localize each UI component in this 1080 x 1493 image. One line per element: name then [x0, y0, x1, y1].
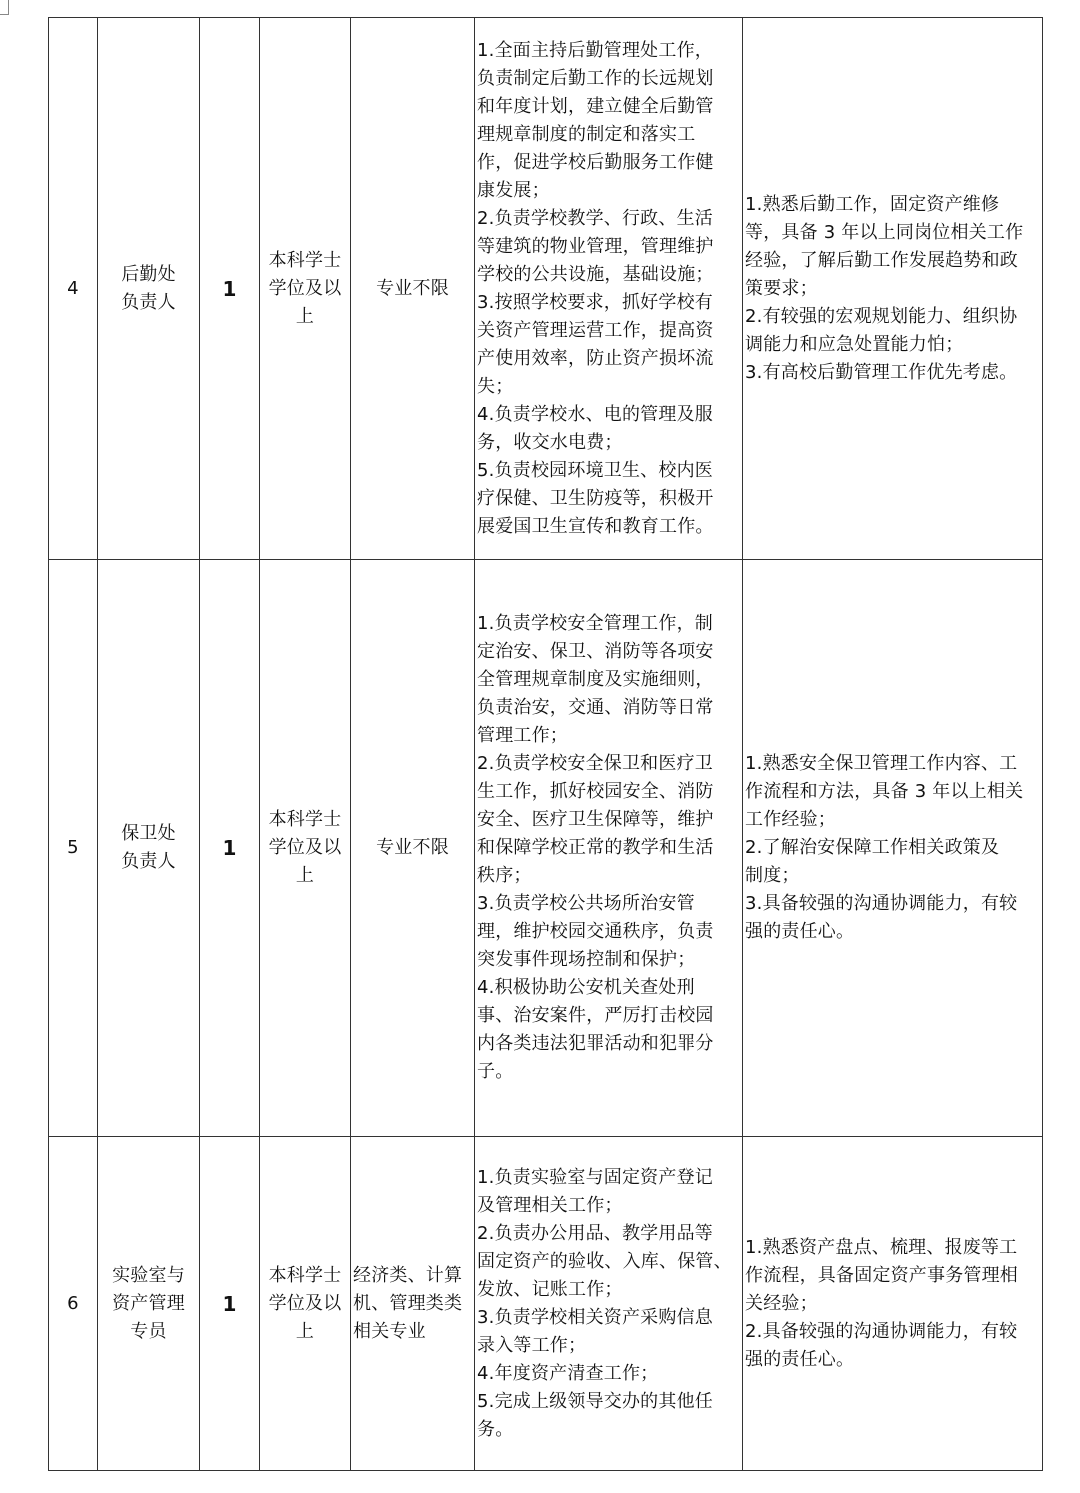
- job-requirements-line: 制度；: [745, 865, 800, 886]
- job-requirements-line: 作流程和方法，具备 3 年以上相关: [745, 781, 1024, 802]
- job-duties-line: 秩序；: [477, 865, 532, 886]
- position-title: [98, 18, 200, 560]
- job-requirements-line: 1.熟悉后勤工作，固定资产维修: [745, 193, 1000, 215]
- major-requirement-line: 机、管理类类: [353, 1292, 463, 1314]
- job-requirements-line: 等，具备 3 年以上同岗位相关工作: [745, 221, 1024, 243]
- job-duties-line: 生工作，抓好校园安全、消防: [477, 781, 714, 802]
- job-duties-line: 安全、医疗卫生保障等，维护: [477, 809, 714, 830]
- job-requirements-line: 2.有较强的宏观规划能力、组织协: [745, 305, 1018, 327]
- table-row: [49, 560, 1043, 1137]
- job-requirements: [743, 18, 1043, 560]
- job-requirements: [743, 560, 1043, 1137]
- job-duties-line: 录入等工作；: [477, 1334, 587, 1356]
- row-number: 5: [49, 560, 98, 1137]
- position-title-line: 后勤处: [121, 263, 176, 285]
- job-duties-line: 及管理相关工作；: [477, 1194, 623, 1216]
- degree-requirement-line: 学位及以: [268, 837, 342, 858]
- job-requirements-line: 强的责任心。: [745, 921, 855, 942]
- position-title: [98, 1137, 200, 1471]
- position-title-line: 资产管理: [112, 1292, 185, 1314]
- job-duties-line: 子。: [477, 1061, 514, 1082]
- job-requirements-line: 2.具备较强的沟通协调能力，有较: [745, 1320, 1018, 1342]
- job-duties-line: 负责制定后勤工作的长远规划: [477, 67, 714, 89]
- job-requirements-line: 策要求；: [745, 277, 818, 299]
- degree-requirement: [260, 1137, 351, 1471]
- job-requirements-line: 经验，了解后勤工作发展趋势和政: [745, 249, 1018, 271]
- job-duties-line: 5.负责校园环境卫生、校内医: [477, 459, 713, 481]
- degree-requirement-line: 学位及以: [268, 277, 342, 299]
- position-title-line: 保卫处: [121, 823, 176, 844]
- job-requirements-line: 1.熟悉资产盘点、梳理、报废等工: [745, 1236, 1018, 1258]
- headcount: 1: [200, 18, 260, 560]
- degree-requirement-line: 本科学士: [268, 249, 342, 271]
- position-title-line: 专员: [130, 1320, 167, 1342]
- job-duties-line: 和保障学校正常的教学和生活: [477, 837, 714, 858]
- job-requirements: [743, 1137, 1043, 1471]
- position-title-line: 负责人: [121, 291, 176, 313]
- major-requirement-line: 专业不限: [376, 837, 449, 858]
- major-requirement: [351, 18, 475, 560]
- job-duties-line: 失；: [477, 375, 514, 397]
- job-duties-line: 关资产管理运营工作，提高资: [477, 319, 714, 341]
- job-duties-line: 产使用效率，防止资产损坏流: [477, 347, 714, 369]
- job-requirements-line: 3.有高校后勤管理工作优先考虑。: [745, 361, 1018, 383]
- job-duties-line: 3.按照学校要求，抓好学校有: [477, 291, 713, 313]
- job-duties-line: 理，维护校园交通秩序，负责: [477, 921, 714, 942]
- degree-requirement-line: 上: [295, 865, 315, 886]
- job-requirements-line: 3.具备较强的沟通协调能力，有较: [745, 893, 1018, 914]
- major-requirement-line: 相关专业: [353, 1320, 426, 1342]
- job-requirements-line: 作流程，具备固定资产事务管理相: [745, 1264, 1018, 1286]
- job-requirements-line: 关经验；: [745, 1292, 818, 1314]
- job-requirements-line: 1.熟悉安全保卫管理工作内容、工: [745, 753, 1018, 774]
- table-row: [49, 1137, 1043, 1471]
- headcount: 1: [200, 1137, 260, 1471]
- job-requirements-line: 工作经验；: [745, 809, 836, 830]
- job-duties-line: 全管理规章制度及实施细则，: [477, 669, 714, 690]
- job-duties-line: 3.负责学校公共场所治安管: [477, 893, 695, 914]
- degree-requirement-line: 本科学士: [268, 1264, 342, 1286]
- job-duties-line: 负责治安，交通、消防等日常: [477, 697, 714, 718]
- table-row: [49, 18, 1043, 560]
- job-duties-line: 理规章制度的制定和落实工: [477, 123, 696, 145]
- job-duties-line: 作，促进学校后勤服务工作健: [477, 151, 714, 173]
- position-title: [98, 560, 200, 1137]
- job-duties-line: 内各类违法犯罪活动和犯罪分: [477, 1033, 714, 1054]
- job-duties: [475, 18, 743, 560]
- job-duties-line: 固定资产的验收、入库、保管、: [477, 1250, 732, 1272]
- row-number: 4: [49, 18, 98, 560]
- job-duties-line: 管理工作；: [477, 725, 568, 746]
- job-duties: [475, 560, 743, 1137]
- major-requirement: [351, 1137, 475, 1471]
- job-duties-line: 等建筑的物业管理，管理维护: [477, 235, 714, 257]
- degree-requirement: [260, 560, 351, 1137]
- job-duties-line: 5.完成上级领导交办的其他任: [477, 1390, 713, 1412]
- job-duties-line: 康发展；: [477, 179, 550, 201]
- job-duties-line: 3.负责学校相关资产采购信息: [477, 1306, 713, 1328]
- document-page: [48, 17, 1043, 1471]
- job-duties-line: 1.负责学校安全管理工作，制: [477, 613, 713, 634]
- job-duties-line: 2.负责学校教学、行政、生活: [477, 207, 713, 229]
- position-title-line: 实验室与: [112, 1264, 185, 1286]
- job-requirements-line: 强的责任心。: [745, 1348, 855, 1370]
- row-number: 6: [49, 1137, 98, 1471]
- job-table: [48, 17, 1043, 1471]
- degree-requirement: [260, 18, 351, 560]
- position-title-line: 负责人: [121, 851, 176, 872]
- job-duties-line: 1.全面主持后勤管理处工作，: [477, 39, 713, 61]
- job-duties-line: 4.负责学校水、电的管理及服: [477, 403, 713, 425]
- headcount: 1: [200, 560, 260, 1137]
- job-duties-line: 疗保健、卫生防疫等，积极开: [477, 487, 714, 509]
- job-duties-line: 4.积极协助公安机关查处刑: [477, 977, 695, 998]
- job-duties-line: 事、治安案件，严厉打击校园: [477, 1005, 714, 1026]
- degree-requirement-line: 学位及以: [268, 1292, 342, 1314]
- job-duties-line: 学校的公共设施，基础设施；: [477, 263, 714, 285]
- job-duties-line: 2.负责学校安全保卫和医疗卫: [477, 753, 713, 774]
- job-requirements-line: 2.了解治安保障工作相关政策及: [745, 837, 1000, 858]
- degree-requirement-line: 上: [295, 1320, 315, 1342]
- degree-requirement-line: 本科学士: [268, 809, 342, 830]
- job-duties-line: 4.年度资产清查工作；: [477, 1362, 659, 1384]
- job-duties-line: 务，收交水电费；: [477, 431, 623, 453]
- page-corner-mark: [0, 0, 9, 15]
- job-duties-line: 务。: [477, 1418, 514, 1440]
- job-duties: [475, 1137, 743, 1471]
- major-requirement: [351, 560, 475, 1137]
- job-duties-line: 展爱国卫生宣传和教育工作。: [477, 515, 714, 537]
- degree-requirement-line: 上: [295, 305, 315, 327]
- job-duties-line: 和年度计划，建立健全后勤管: [477, 95, 714, 117]
- job-duties-line: 2.负责办公用品、教学用品等: [477, 1222, 713, 1244]
- job-duties-line: 突发事件现场控制和保护；: [477, 949, 696, 970]
- major-requirement-line: 专业不限: [376, 277, 449, 299]
- job-duties-line: 1.负责实验室与固定资产登记: [477, 1166, 713, 1188]
- job-duties-line: 发放、记账工作；: [477, 1278, 623, 1300]
- job-requirements-line: 调能力和应急处置能力怕；: [745, 333, 964, 355]
- job-duties-line: 定治安、保卫、消防等各项安: [477, 641, 714, 662]
- major-requirement-line: 经济类、计算: [353, 1264, 463, 1286]
